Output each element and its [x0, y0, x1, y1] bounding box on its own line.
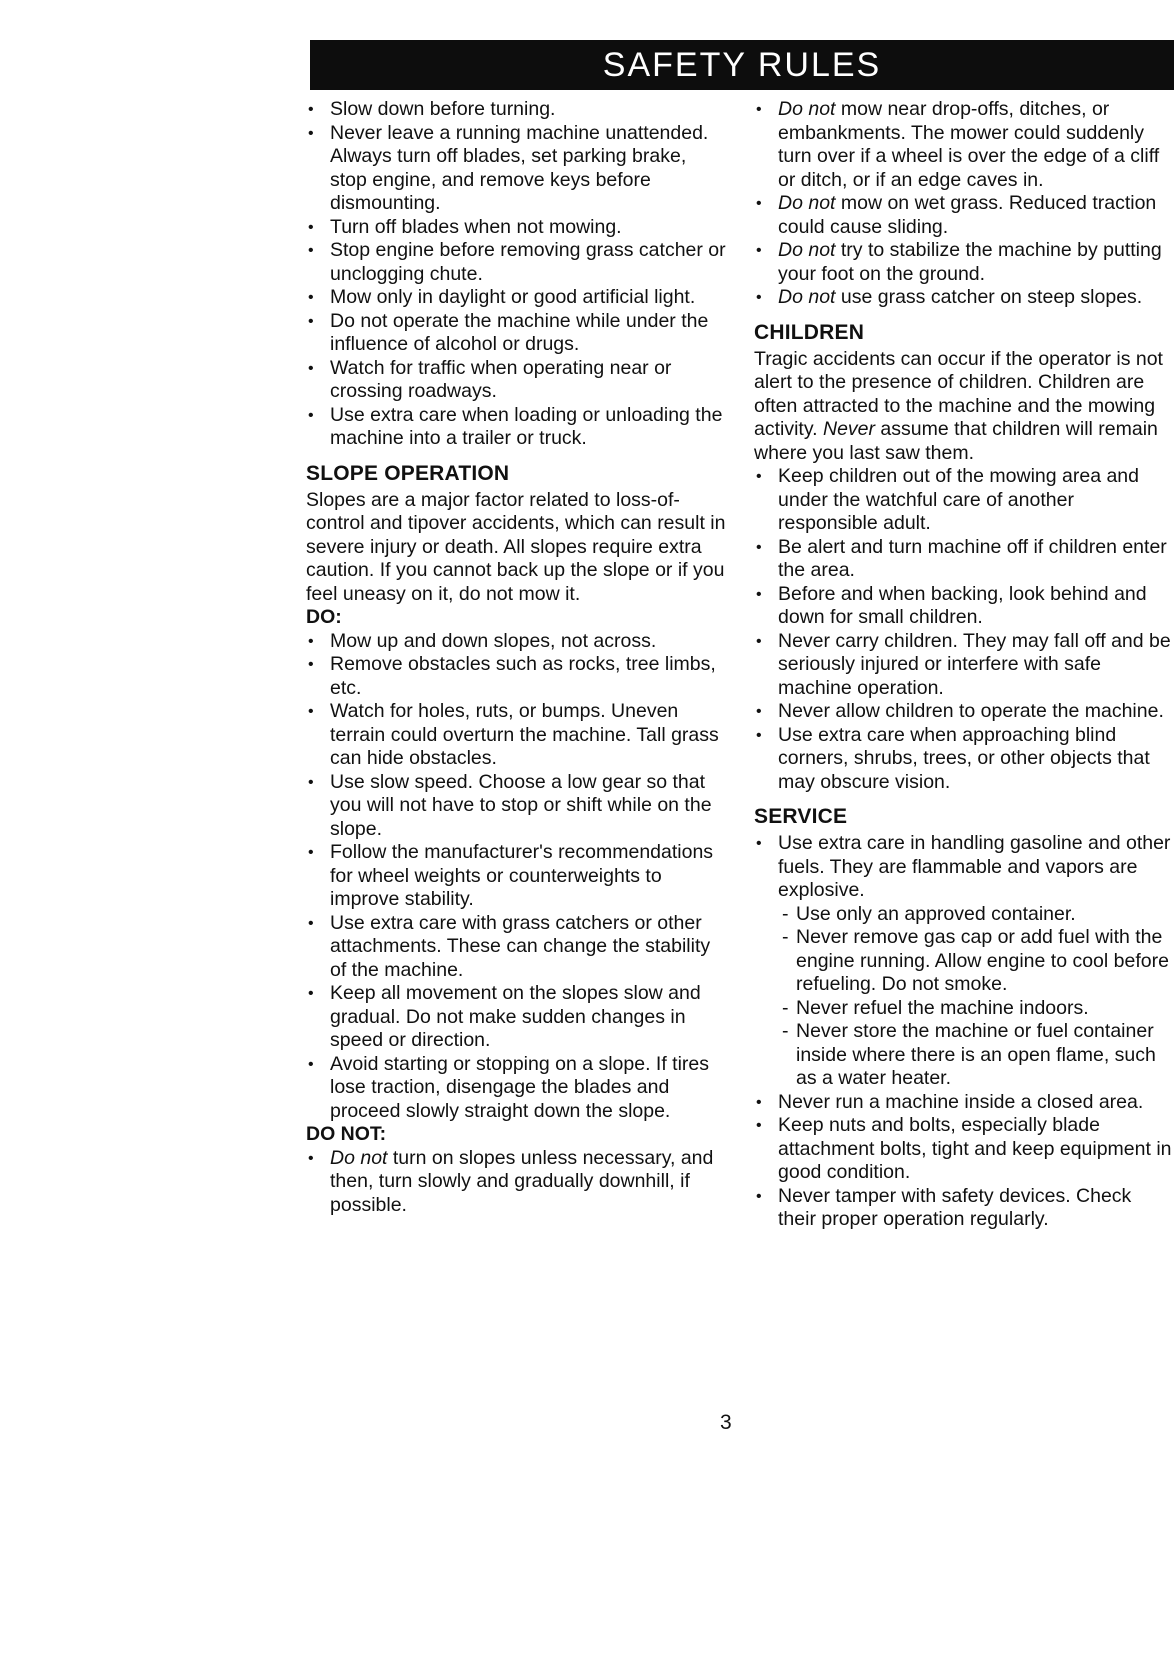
do-not-label: DO NOT:	[306, 1123, 387, 1145]
slope-do-list	[306, 630, 726, 1124]
list-item: • Use extra care with grass catchers or other attachments. These can change the stability of the machine.	[306, 912, 726, 983]
section-banner	[310, 40, 1174, 90]
do-label: DO:	[306, 606, 342, 628]
list-item	[754, 832, 1172, 1091]
list-item: • Never carry children. They may fall off and be seriously injured or interfere with safe machine operation.	[754, 630, 1172, 701]
list-item	[754, 239, 1172, 286]
slope-operation-heading: SLOPE OPERATION	[306, 461, 510, 485]
right-column	[754, 98, 1172, 1232]
list-item	[754, 286, 1172, 310]
do-not-emphasis: Do not	[778, 239, 836, 261]
list-item-text: use grass catcher on steep slopes.	[835, 286, 1143, 308]
list-item: • Keep children out of the mowing area and under the watchful care of another responsible adult.	[754, 465, 1172, 536]
sub-list-item: - Never refuel the machine indoors.	[778, 997, 1172, 1021]
page-title: SAFETY RULES	[602, 45, 882, 84]
list-item: • Mow up and down slopes, not across.	[306, 630, 726, 654]
service-list	[754, 832, 1172, 1232]
list-item	[754, 98, 1172, 192]
slope-do-not-list-start	[306, 1147, 726, 1218]
sub-list-item: - Never remove gas cap or add fuel with the engine running. Allow engine to cool before refueling. Do not smoke.	[778, 926, 1172, 997]
list-item: • Turn off blades when not mowing.	[306, 216, 726, 240]
children-intro-emphasis: Never	[822, 418, 876, 440]
list-item-text: try to stabilize the machine by putting your foot on the ground.	[778, 239, 1162, 285]
fuel-sublist	[778, 903, 1172, 1091]
list-item: • Do not operate the machine while under the influence of alcohol or drugs.	[306, 310, 726, 357]
list-item: • Stop engine before removing grass catcher or unclogging chute.	[306, 239, 726, 286]
list-item-text: mow near drop-offs, ditches, or embankments. The mower could suddenly turn over if a wheel is over the edge of a cliff or ditch, or if an edge caves in.	[778, 98, 1160, 191]
sub-list-item: - Use only an approved container.	[778, 903, 1172, 927]
children-heading: CHILDREN	[754, 320, 865, 344]
children-intro-end: assume that children will remain where you last saw them.	[754, 418, 1158, 464]
list-item: • Before and when backing, look behind and down for small children.	[754, 583, 1172, 630]
list-item: • Keep nuts and bolts, especially blade attachment bolts, tight and keep equipment in good condition.	[754, 1114, 1172, 1185]
children-intro-paragraph	[754, 348, 1172, 466]
list-item: • Be alert and turn machine off if children enter the area.	[754, 536, 1172, 583]
page-number: 3	[720, 1411, 732, 1434]
children-list	[754, 465, 1172, 794]
list-item: • Keep all movement on the slopes slow and gradual. Do not make sudden changes in speed or direction.	[306, 982, 726, 1053]
list-item: • Use extra care when approaching blind corners, shrubs, trees, or other objects that may obscure vision.	[754, 724, 1172, 795]
do-not-emphasis: Do not	[778, 286, 836, 308]
list-item: • Watch for traffic when operating near or crossing roadways.	[306, 357, 726, 404]
list-item: • Slow down before turning.	[306, 98, 726, 122]
list-item: • Never tamper with safety devices. Check their proper operation regularly.	[754, 1185, 1172, 1232]
list-item: • Never leave a running machine unattended. Always turn off blades, set parking brake, stop engine, and remove keys before dismounting.	[306, 122, 726, 216]
list-item-text: Use extra care in handling gasoline and other fuels. They are flammable and vapors are explosive.	[778, 832, 1171, 901]
list-item: • Watch for holes, ruts, or bumps. Uneven terrain could overturn the machine. Tall grass can hide obstacles.	[306, 700, 726, 771]
do-not-emphasis: Do not	[778, 98, 836, 120]
slope-do-not-list-continued	[754, 98, 1172, 310]
general-rules-list	[306, 98, 726, 451]
list-item	[306, 1147, 726, 1218]
list-item: • Follow the manufacturer's recommendations for wheel weights or counterweights to improve stability.	[306, 841, 726, 912]
list-item: • Remove obstacles such as rocks, tree limbs, etc.	[306, 653, 726, 700]
sub-list-item: - Never store the machine or fuel container inside where there is an open flame, such as a water heater.	[778, 1020, 1172, 1091]
list-item: • Mow only in daylight or good artificial light.	[306, 286, 726, 310]
list-item: • Use slow speed. Choose a low gear so that you will not have to stop or shift while on the slope.	[306, 771, 726, 842]
list-item: • Use extra care when loading or unloading the machine into a trailer or truck.	[306, 404, 726, 451]
children-intro-start: Tragic accidents can occur if the operator is not alert to the presence of children. Children are often attracted to the machine and the mowing activity.	[754, 347, 1163, 440]
do-not-emphasis: Do not	[778, 192, 836, 214]
list-item: • Never run a machine inside a closed area.	[754, 1091, 1172, 1115]
list-item-text: mow on wet grass. Reduced traction could cause sliding.	[778, 192, 1157, 238]
do-not-emphasis: Do not	[330, 1146, 388, 1169]
list-item: • Never allow children to operate the machine.	[754, 700, 1172, 724]
service-heading: SERVICE	[754, 805, 848, 828]
left-column	[306, 98, 726, 1217]
list-item-text: turn on slopes unless necessary, and then, turn slowly and gradually downhill, if possible.	[330, 1146, 714, 1216]
list-item: • Avoid starting or stopping on a slope. If tires lose traction, disengage the blades and proceed slowly straight down the slope.	[306, 1053, 726, 1124]
slope-intro-paragraph: Slopes are a major factor related to loss-of-control and tipover accidents, which can result in severe injury or death. All slopes require extra caution. If you cannot back up the slope or if you feel uneasy on it, do not mow it.	[306, 488, 726, 605]
list-item	[754, 192, 1172, 239]
